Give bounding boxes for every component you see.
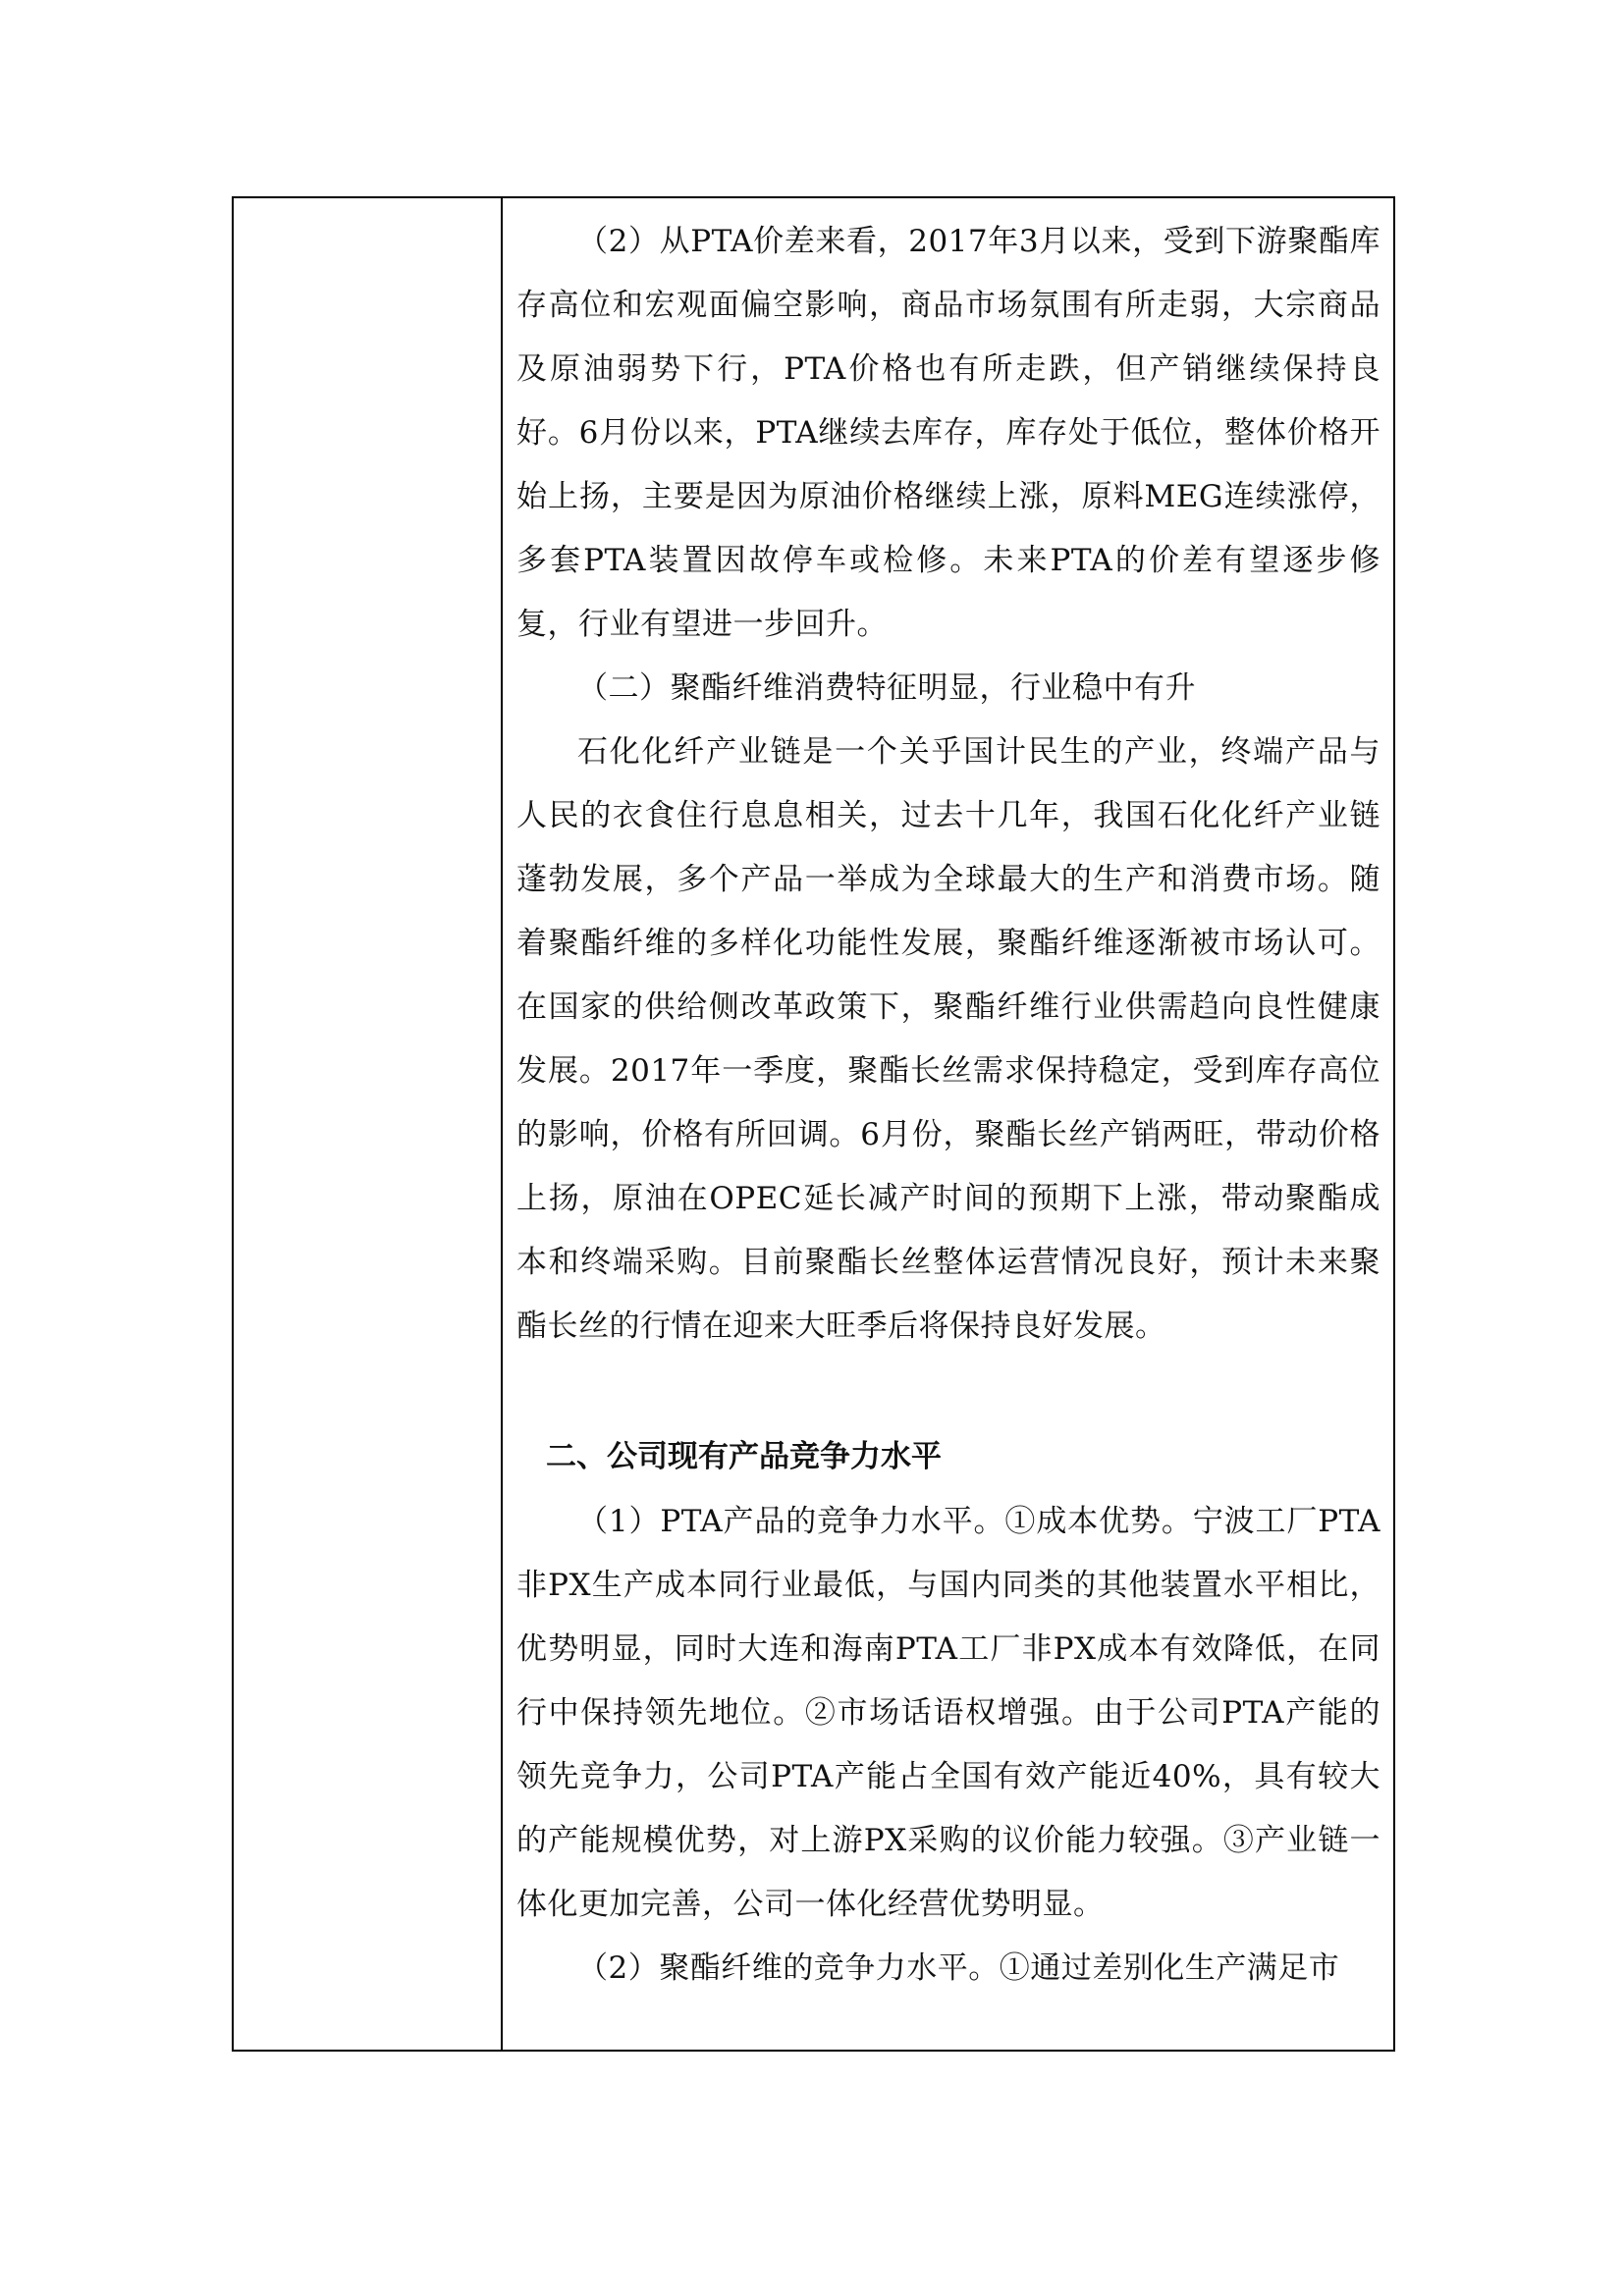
table-content-cell	[516, 210, 1380, 2001]
paragraph-polyester-competitiveness: （2）聚酯纤维的竞争力水平。①通过差别化生产满足市	[577, 1950, 1340, 1986]
subheading-polyester-consumption: （二）聚酯纤维消费特征明显，行业稳中有升	[577, 670, 1196, 706]
paragraph-pta-competitiveness: （1）PTA产品的竞争力水平。①成本优势。宁波工厂PTA非PX生产成本同行业最低，与国内同类的其他装置水平相比，优势明显，同时大连和海南PTA工厂非PX成本有效降低，在同行中保持领先地位。②市场话语权增强。由于公司PTA产能的领先竞争力，公司PTA产能占全国有效产能近40%，具有较大的产能规模优势，对上游PX采购的议价能力较强。③产业链一体化更加完善，公司一体化经营优势明显。	[516, 1504, 1380, 1922]
section-heading-competitiveness: 二、公司现有产品竞争力水平	[546, 1439, 942, 1474]
paragraph-gap	[516, 1359, 1380, 1423]
paragraph-pta-price-spread: （2）从PTA价差来看，2017年3月以来，受到下游聚酯库存高位和宏观面偏空影响，商品市场氛围有所走弱，大宗商品及原油弱势下行，PTA价格也有所走跌，但产销继续保持良好。6月份以来，PTA继续去库存，库存处于低位，整体价格开始上扬，主要是因为原油价格继续上涨，原料MEG连续涨停，多套PTA装置因故停车或检修。未来PTA的价差有望逐步修复，行业有望进一步回升。	[516, 224, 1380, 642]
paragraph-petrochemical-chain: 石化化纤产业链是一个关乎国计民生的产业，终端产品与人民的衣食住行息息相关，过去十几年，我国石化化纤产业链蓬勃发展，多个产品一举成为全球最大的生产和消费市场。随着聚酯纤维的多样化功能性发展，聚酯纤维逐渐被市场认可。在国家的供给侧改革政策下，聚酯纤维行业供需趋向良性健康发展。2017年一季度，聚酯长丝需求保持稳定，受到库存高位的影响，价格有所回调。6月份，聚酯长丝产销两旺，带动价格上扬，原油在OPEC延长减产时间的预期下上涨，带动聚酯成本和终端采购。目前聚酯长丝整体运营情况良好，预计未来聚酯长丝的行情在迎来大旺季后将保持良好发展。	[516, 734, 1380, 1344]
table-left-cell	[234, 198, 501, 2050]
column-divider	[501, 198, 503, 2050]
document-table	[232, 196, 1395, 2052]
